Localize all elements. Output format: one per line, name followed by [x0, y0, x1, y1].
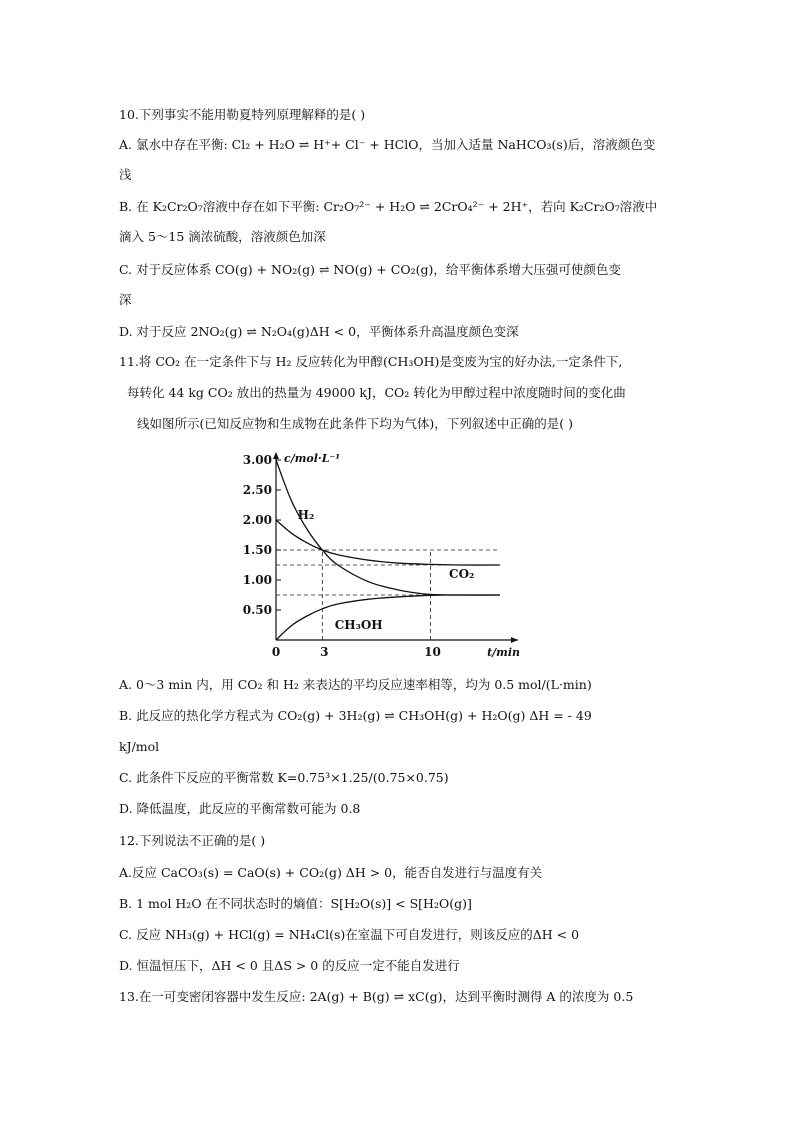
- q10-option-a-cont: 浅: [119, 167, 132, 182]
- q11-option-b: B. 此反应的热化学方程式为 CO₂(g) + 3H₂(g) ⇌ CH₃OH(g) + H₂O(g) ΔH = - 49: [119, 708, 592, 723]
- question-10-stem: 10.下列事实不能用勒夏特列原理解释的是( ): [119, 107, 366, 122]
- series-line: [276, 595, 500, 640]
- q11-option-c: C. 此条件下反应的平衡常数 K=0.75³×1.25/(0.75×0.75): [119, 770, 449, 785]
- x-tick-label: 3: [320, 645, 329, 659]
- concentration-time-chart: [240, 448, 546, 670]
- q12-option-b: B. 1 mol H₂O 在不同状态时的熵值：S[H₂O(s)] < S[H₂O(g)]: [119, 896, 472, 911]
- question-11-stem-2: 每转化 44 kg CO₂ 放出的热量为 49000 kJ，CO₂ 转化为甲醇过程中浓度随时间的变化曲: [127, 385, 626, 400]
- y-tick-label: 1.50: [242, 543, 272, 557]
- series-line: [276, 520, 500, 565]
- q12-option-a: A.反应 CaCO₃(s) = CaO(s) + CO₂(g) ΔH > 0，能否自发进行与温度有关: [119, 865, 543, 880]
- y-axis-arrow: [273, 452, 279, 459]
- q10-option-c-cont: 深: [119, 292, 132, 307]
- y-tick-label: 0.50: [242, 603, 272, 617]
- q10-option-b: B. 在 K₂Cr₂O₇溶液中存在如下平衡: Cr₂O₇²⁻ + H₂O ⇌ 2CrO₄²⁻ + 2H⁺，若向 K₂Cr₂O₇溶液中: [119, 199, 658, 214]
- q11-option-d: D. 降低温度，此反应的平衡常数可能为 0.8: [119, 801, 361, 816]
- y-tick-label: 2.50: [242, 483, 272, 497]
- q10-option-d: D. 对于反应 2NO₂(g) ⇌ N₂O₄(g)ΔH < 0，平衡体系升高温度颜色变深: [119, 324, 519, 339]
- x-axis-label: t/min: [487, 646, 520, 659]
- x-axis-arrow: [511, 637, 518, 643]
- q11-option-b-cont: kJ/mol: [119, 739, 160, 754]
- q12-option-c: C. 反应 NH₃(g) + HCl(g) = NH₄Cl(s)在室温下可自发进行，则该反应的ΔH < 0: [119, 927, 580, 942]
- x-tick-label: 0: [271, 645, 281, 659]
- y-tick-label: 2.00: [242, 513, 272, 527]
- question-13-stem: 13.在一可变密闭容器中发生反应: 2A(g) + B(g) ⇌ xC(g)，达到平衡时测得 A 的浓度为 0.5: [119, 989, 634, 1004]
- series-label: H₂: [297, 507, 315, 522]
- question-11-stem-3: 线如图所示(已知反应物和生成物在此条件下均为气体)，下列叙述中正确的是( ): [137, 416, 573, 431]
- y-axis-label: c/mol·L⁻¹: [284, 452, 341, 465]
- question-11-stem: 11.将 CO₂ 在一定条件下与 H₂ 反应转化为甲醇(CH₃OH)是变废为宝的好办法,一定条件下,: [119, 354, 623, 369]
- q10-option-c: C. 对于反应体系 CO(g) + NO₂(g) ⇌ NO(g) + CO₂(g)，给平衡体系增大压强可使颜色变: [119, 262, 621, 277]
- series-label: CO₂: [449, 567, 475, 582]
- q12-option-d: D. 恒温恒压下，ΔH < 0 且ΔS > 0 的反应一定不能自发进行: [119, 958, 460, 973]
- question-12-stem: 12.下列说法不正确的是( ): [119, 833, 266, 848]
- series-label: CH₃OH: [334, 618, 383, 633]
- x-tick-label: 10: [424, 645, 441, 659]
- q10-option-b-cont: 滴入 5～15 滴浓硫酸，溶液颜色加深: [119, 229, 326, 244]
- q10-option-a: A. 氯水中存在平衡: Cl₂ + H₂O ⇌ H⁺+ Cl⁻ + HClO，当加入适量 NaHCO₃(s)后，溶液颜色变: [119, 137, 656, 152]
- q11-option-a: A. 0～3 min 内，用 CO₂ 和 H₂ 来表达的平均反应速率相等，均为 0.5 mol/(L·min): [119, 677, 592, 692]
- y-tick-label: 1.00: [242, 573, 272, 587]
- y-tick-label: 3.00: [242, 453, 272, 467]
